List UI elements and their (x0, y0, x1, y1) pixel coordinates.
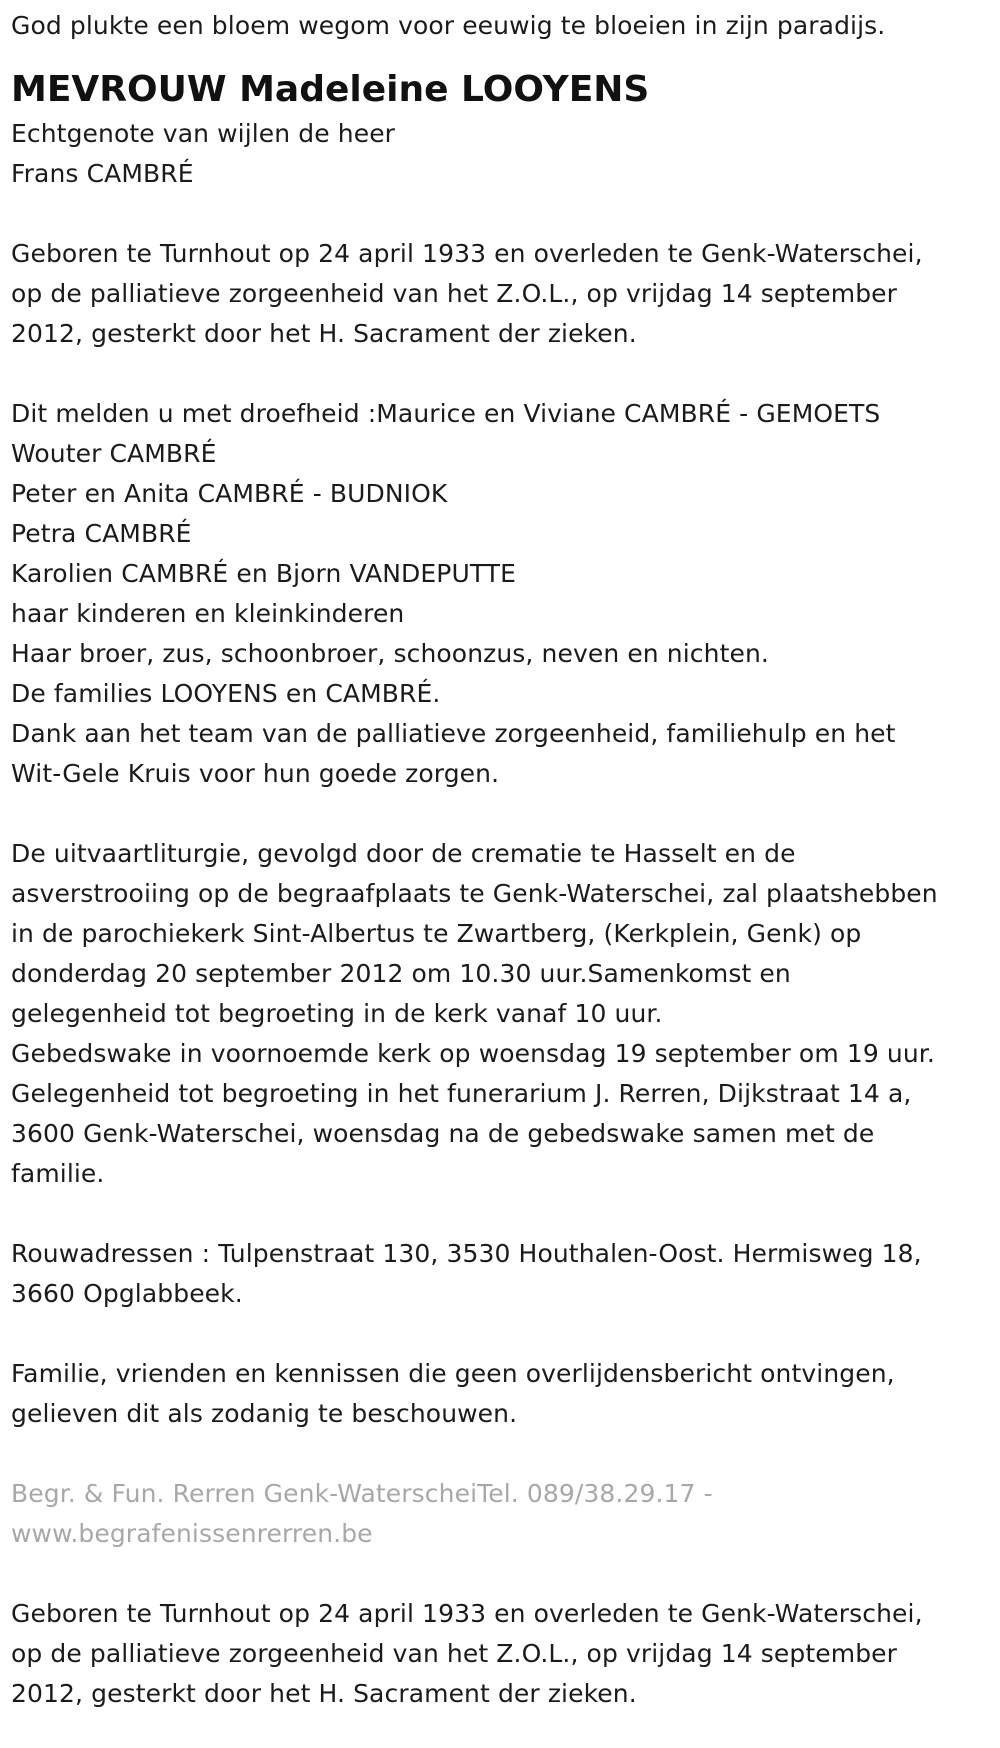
notice-line: Familie, vrienden en kennissen die geen overlijdensbericht ontvingen, (11, 1359, 895, 1388)
obituary-document (11, 0, 991, 1714)
birth-death-line: Geboren te Turnhout op 24 april 1933 en overleden te Genk-Waterschei, (11, 239, 923, 268)
spouse-line: Frans CAMBRÉ (11, 159, 194, 188)
family-line: Haar broer, zus, schoonbroer, schoonzus, neven en nichten. (11, 639, 769, 668)
funeral-line: De uitvaartliturgie, gevolgd door de crematie te Hasselt en de (11, 839, 796, 868)
undertaker-section (11, 1474, 991, 1554)
funeral-line: familie. (11, 1159, 105, 1188)
spouse-section (11, 114, 991, 194)
birth-death-line: op de palliatieve zorgeenheid van het Z.O.L., op vrijdag 14 september (11, 279, 898, 308)
family-section (11, 394, 991, 794)
undertaker-line: Begr. & Fun. Rerren Genk-WaterscheiTel. 089/38.29.17 - (11, 1479, 713, 1508)
family-line: De families LOOYENS en CAMBRÉ. (11, 679, 441, 708)
birth-death-section (11, 234, 991, 354)
birth-death-line: 2012, gesterkt door het H. Sacrament der zieken. (11, 319, 637, 348)
funeral-line: donderdag 20 september 2012 om 10.30 uur.Samenkomst en (11, 959, 791, 988)
funeral-line: 3600 Genk-Waterschei, woensdag na de gebedswake samen met de (11, 1119, 875, 1148)
notice-section (11, 1354, 991, 1434)
family-line: Karolien CAMBRÉ en Bjorn VANDEPUTTE (11, 559, 517, 588)
family-line: Dit melden u met droefheid :Maurice en Viviane CAMBRÉ - GEMOETS (11, 399, 881, 428)
address-line: Rouwadressen : Tulpenstraat 130, 3530 Houthalen-Oost. Hermisweg 18, (11, 1239, 922, 1268)
family-line: Dank aan het team van de palliatieve zorgeenheid, familiehulp en het (11, 719, 896, 748)
deceased-name-title: MEVROUW Madeleine LOOYENS (11, 69, 650, 110)
family-line: Petra CAMBRÉ (11, 519, 192, 548)
birth-death-repeat-section (11, 1594, 991, 1714)
spouse-line: Echtgenote van wijlen de heer (11, 119, 396, 148)
funeral-line: in de parochiekerk Sint-Albertus te Zwartberg, (Kerkplein, Genk) op (11, 919, 862, 948)
birth-death-line: op de palliatieve zorgeenheid van het Z.O.L., op vrijdag 14 september (11, 1639, 898, 1668)
undertaker-website: www.begrafenissenrerren.be (11, 1519, 373, 1548)
intro-verse: God plukte een bloem wegom voor eeuwig te bloeien in zijn paradijs. (11, 11, 886, 40)
funeral-line: Gelegenheid tot begroeting in het funerarium J. Rerren, Dijkstraat 14 a, (11, 1079, 912, 1108)
funeral-section (11, 834, 991, 1194)
funeral-line: gelegenheid tot begroeting in de kerk vanaf 10 uur. (11, 999, 663, 1028)
family-line: Wit-Gele Kruis voor hun goede zorgen. (11, 759, 500, 788)
funeral-line: Gebedswake in voornoemde kerk op woensdag 19 september om 19 uur. (11, 1039, 935, 1068)
family-line: Peter en Anita CAMBRÉ - BUDNIOK (11, 479, 448, 508)
family-line: haar kinderen en kleinkinderen (11, 599, 405, 628)
birth-death-line: Geboren te Turnhout op 24 april 1933 en overleden te Genk-Waterschei, (11, 1599, 923, 1628)
addresses-section (11, 1234, 991, 1314)
address-line: 3660 Opglabbeek. (11, 1279, 243, 1308)
birth-death-line: 2012, gesterkt door het H. Sacrament der zieken. (11, 1679, 637, 1708)
funeral-line: asverstrooiing op de begraafplaats te Genk-Waterschei, zal plaatshebben (11, 879, 938, 908)
family-line: Wouter CAMBRÉ (11, 439, 217, 468)
notice-line: gelieven dit als zodanig te beschouwen. (11, 1399, 518, 1428)
